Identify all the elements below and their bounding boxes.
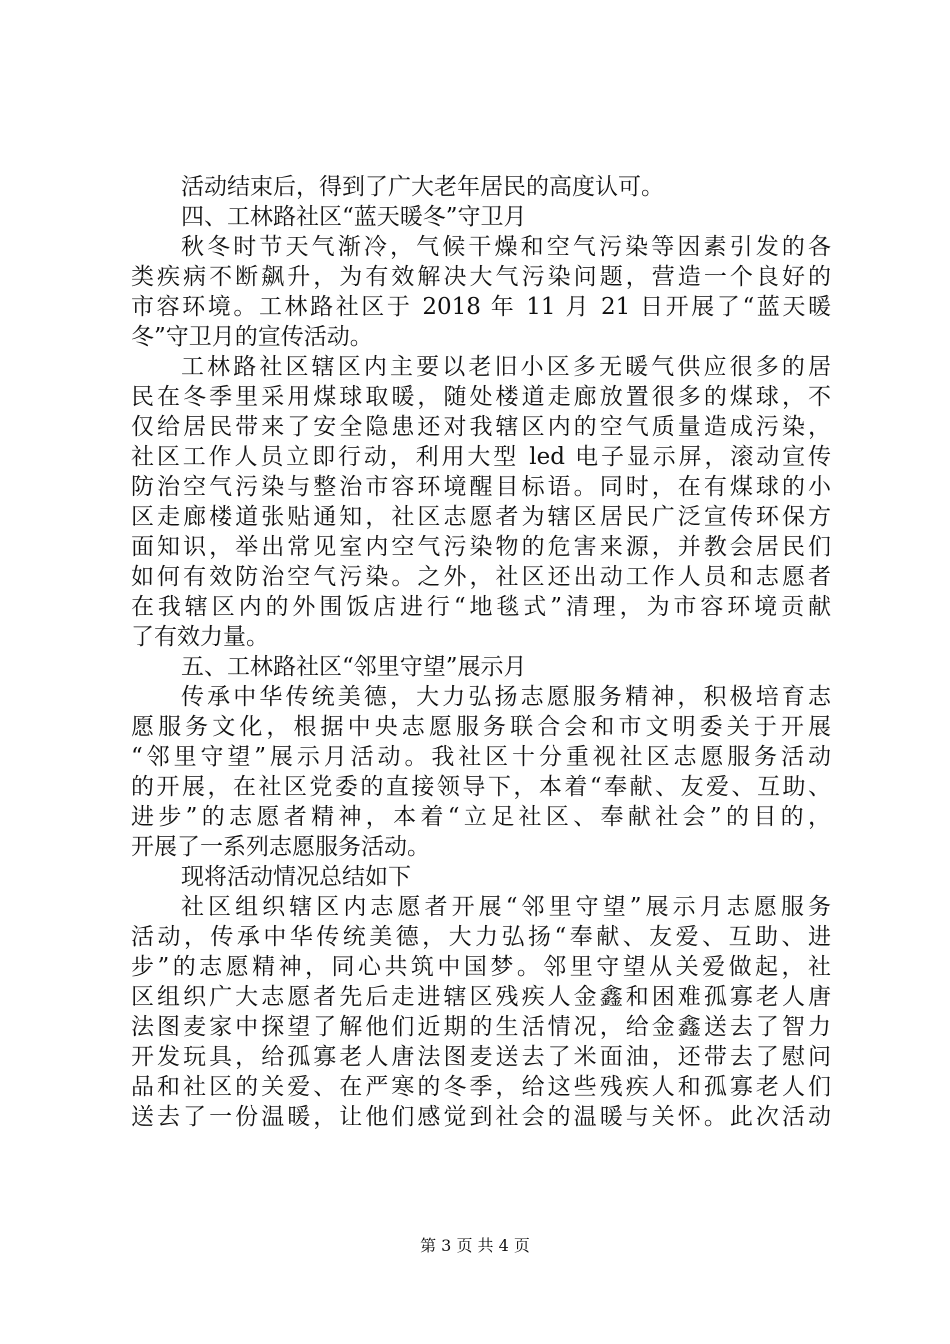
text-line: 在我辖区内的外围饭店进行“地毯式”清理，为市容环境贡献: [131, 594, 831, 620]
text-line: 步”的志愿精神，同心共筑中国梦。邻里守望从关爱做起，社: [131, 954, 831, 980]
text-line: 仅给居民带来了安全隐患还对我辖区内的空气质量造成污染，: [131, 414, 831, 440]
text-line: 的开展，在社区党委的直接领导下，本着“奉献、友爱、互助、: [131, 774, 831, 800]
text-line: “邻里守望”展示月活动。我社区十分重视社区志愿服务活动: [131, 744, 831, 770]
text-line: 现将活动情况总结如下: [181, 864, 411, 890]
text-line: 社区组织辖区内志愿者开展“邻里守望”展示月志愿服务: [181, 894, 831, 920]
text-line: 四、工林路社区“蓝天暖冬”守卫月: [181, 204, 527, 230]
document-body: [131, 172, 831, 1132]
text-line: 冬”守卫月的宣传活动。: [131, 324, 373, 350]
text-line: 如何有效防治空气污染。之外，社区还出动工作人员和志愿者: [131, 564, 831, 590]
text-line: 类疾病不断飙升，为有效解决大气污染问题，营造一个良好的: [131, 264, 831, 290]
page-footer: 第 3 页 共 4 页: [420, 1236, 530, 1255]
text-line: 五、工林路社区“邻里守望”展示月: [181, 654, 527, 680]
text-line: 送去了一份温暖，让他们感觉到社会的温暖与关怀。此次活动: [131, 1104, 831, 1130]
text-line: 了有效力量。: [131, 624, 269, 650]
text-line: 活动，传承中华传统美德，大力弘扬“奉献、友爱、互助、进: [131, 924, 831, 950]
text-line: 品和社区的关爱、在严寒的冬季，给这些残疾人和孤寡老人们: [131, 1074, 831, 1100]
text-line: 工林路社区辖区内主要以老旧小区多无暖气供应很多的居: [181, 354, 831, 380]
text-line: 面知识，举出常见室内空气污染物的危害来源，并教会居民们: [131, 534, 831, 560]
text-line: 防治空气污染与整治市容环境醒目标语。同时，在有煤球的小: [131, 474, 831, 500]
text-line: 开发玩具，给孤寡老人唐法图麦送去了米面油，还带去了慰问: [131, 1044, 831, 1070]
text-line: 法图麦家中探望了解他们近期的生活情况，给金鑫送去了智力: [131, 1014, 831, 1040]
text-line: 市容环境。工林路社区于 2018 年 11 月 21 日开展了“蓝天暖: [131, 294, 831, 320]
text-line: 传承中华传统美德，大力弘扬志愿服务精神，积极培育志: [181, 684, 831, 710]
text-line: 开展了一系列志愿服务活动。: [131, 834, 430, 860]
text-line: 区组织广大志愿者先后走进辖区残疾人金鑫和困难孤寡老人唐: [131, 984, 831, 1010]
text-line: 民在冬季里采用煤球取暖，随处楼道走廊放置很多的煤球，不: [131, 384, 831, 410]
text-line: 活动结束后，得到了广大老年居民的高度认可。: [181, 174, 664, 200]
text-line: 愿服务文化，根据中央志愿服务联合会和市文明委关于开展: [131, 714, 831, 740]
text-line: 进步”的志愿者精神，本着“立足社区、奉献社会”的目的，: [131, 804, 831, 830]
text-line: 秋冬时节天气渐冷，气候干燥和空气污染等因素引发的各: [181, 234, 831, 260]
text-line: 社区工作人员立即行动，利用大型 led 电子显示屏，滚动宣传: [131, 444, 831, 470]
text-line: 区走廊楼道张贴通知，社区志愿者为辖区居民广泛宣传环保方: [131, 504, 831, 530]
